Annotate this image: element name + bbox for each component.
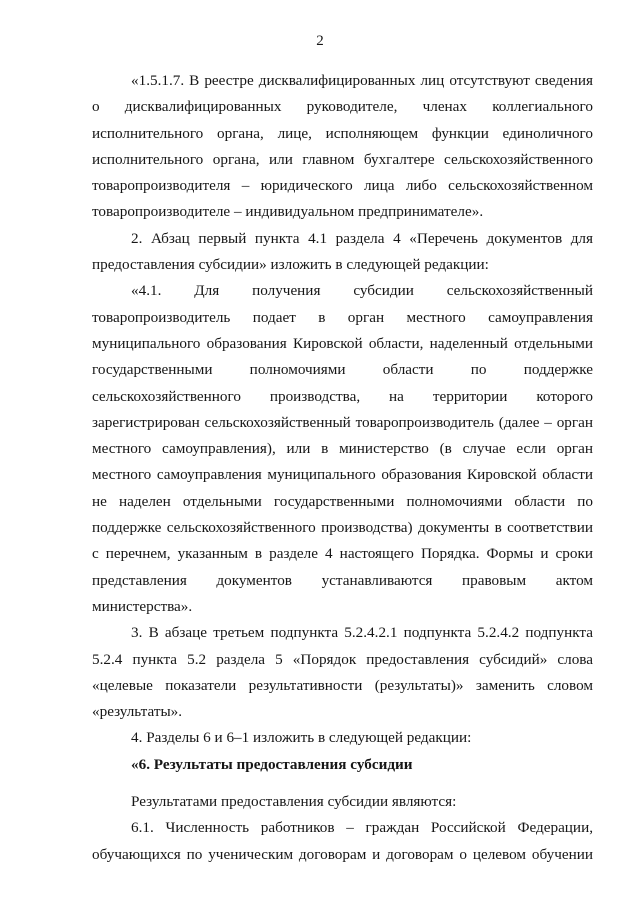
paragraph-item-2: 2. Абзац первый пункта 4.1 раздела 4 «Перечень документов для предоставления субсидии» изложить в следующей редакции: — [92, 229, 593, 274]
page-number: 2 — [316, 33, 324, 49]
paragraph-4-1-quote: «4.1. Для получения субсидии сельскохозяйственный товаропроизводитель подает в орган местного самоуправления муниципального образования Кировской области, наделенный отдельными государственными полномочиями области по поддержке сельскохозяйственного производства, на территории которого зарегистрирован сельскохозяйственный товаропроизводитель (далее – орган местного самоуправления), или в министерство (в случае если орган местного самоуправления муниципального образования Кировской области не наделен отдельными государственными полномочиями области по поддержке сельскохозяйственного производства) документы в соответствии с перечнем, указанным в разделе 4 настоящего Порядка. Формы и сроки представления документов устанавливаются правовым актом министерства». — [92, 282, 593, 615]
section-6-heading: «6. Результаты предоставления субсидии — [131, 755, 413, 773]
paragraph-6-1: 6.1. Численность работников – граждан Российской Федерации, обучающихся по ученическим договорам и договорам о целевом обучении — [92, 819, 593, 863]
paragraph-results-intro: Результатами предоставления субсидии являются: — [131, 793, 457, 811]
paragraph-item-4: 4. Разделы 6 и 6–1 изложить в следующей редакции: — [131, 729, 472, 747]
paragraph-item-3: 3. В абзаце третьем подпункта 5.2.4.2.1 подпункта 5.2.4.2 подпункта 5.2.4 пункта 5.2 раздела 5 «Порядок предоставления субсидий» слова «целевые показатели результативности (результаты)» заменить словом «результаты». — [92, 624, 593, 721]
paragraph-1-5-1-7: «1.5.1.7. В реестре дисквалифицированных лиц отсутствуют сведения о дисквалифицированных руководителе, членах коллегиального исполнительного органа, лице, исполняющем функции единоличного исполнительного органа, или главном бухгалтере сельскохозяйственного товаропроизводителя – юридического лица либо сельскохозяйственном товаропроизводителе – индивидуальном предпринимателе». — [92, 72, 593, 221]
document-body — [92, 68, 593, 868]
